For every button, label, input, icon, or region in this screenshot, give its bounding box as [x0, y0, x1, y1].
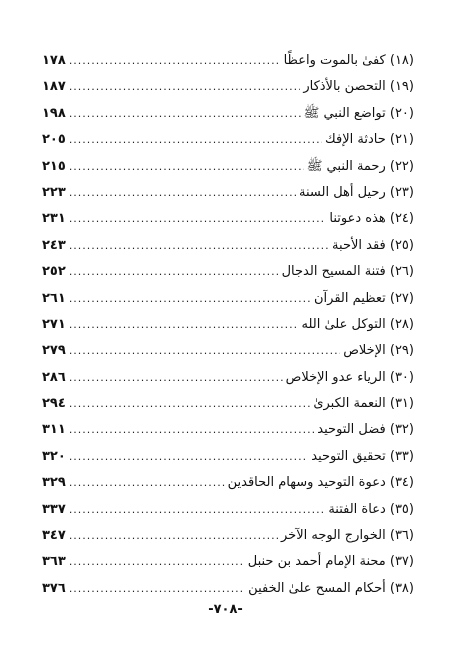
toc-entry-title: (٢٢) رحمة النبي ﷺ [306, 158, 414, 174]
toc-entry-page-number: ٢٦١ [42, 290, 66, 306]
dot-leader [69, 470, 225, 496]
dot-leader [69, 523, 278, 549]
dot-leader [69, 154, 304, 180]
toc-entry-title: (٢٨) التوكل علىٰ الله [301, 316, 414, 332]
toc-entry [42, 365, 414, 391]
toc-entry [42, 470, 414, 496]
toc-entry-title: (٣٥) دعاة الفتنة [328, 501, 414, 517]
toc-entry-title: (٢٩) الإخلاص [343, 343, 414, 359]
toc-entry [42, 338, 414, 364]
toc-entry-title: (٣٠) الرياء عدو الإخلاص [285, 369, 414, 385]
toc-entry-title: (٢٧) تعظيم القرآن [314, 290, 414, 306]
toc-entry-title: (١٨) كفىٰ بالموت واعظًا [283, 53, 414, 68]
toc-entry [42, 206, 414, 232]
toc-entry-page-number: ٣٤٧ [42, 528, 66, 544]
dot-leader [69, 391, 311, 417]
toc-entry [42, 576, 414, 602]
toc-entry-page-number: ٢٥٢ [42, 264, 66, 280]
dot-leader [69, 259, 279, 285]
toc-entry [42, 154, 414, 180]
toc-entry-title: (٣٨) أحكام المسح علىٰ الخفين [248, 580, 414, 596]
toc-entry [42, 417, 414, 443]
dot-leader [69, 206, 327, 232]
toc-entry [42, 101, 414, 127]
toc-entry [42, 48, 414, 74]
toc-entry-title: (٣٢) فضل التوحيد [317, 422, 414, 438]
toc-entry [42, 74, 414, 100]
toc-entry-page-number: ٢٨٦ [42, 369, 66, 385]
toc-entry-page-number: ١٩٨ [42, 105, 66, 121]
dot-leader [69, 497, 326, 523]
dot-leader [69, 549, 245, 575]
toc-entry-page-number: ٢٩٤ [42, 396, 66, 412]
toc-entry-page-number: ٢٤٣ [42, 237, 66, 253]
toc-entry-page-number: ٣٦٣ [42, 554, 66, 570]
toc-entry [42, 233, 414, 259]
dot-leader [69, 444, 308, 470]
toc-entry-title: (٣١) النعمة الكبرىٰ [313, 396, 414, 412]
toc-entry-page-number: ٢١٥ [42, 158, 66, 174]
toc-entry-page-number: ١٨٧ [42, 79, 66, 95]
toc-entry [42, 259, 414, 285]
toc-entry-page-number: ٢٣١ [42, 211, 66, 227]
toc-entry-page-number: ٢٧١ [42, 316, 66, 332]
toc-entry [42, 312, 414, 338]
toc-entry-page-number: ٣٣٧ [42, 501, 66, 517]
dot-leader [69, 48, 281, 74]
dot-leader [69, 576, 245, 602]
dot-leader [69, 365, 283, 391]
toc-entry-page-number: ٣٧٦ [42, 580, 66, 596]
toc-entry [42, 180, 414, 206]
toc-entry [42, 286, 414, 312]
dot-leader [69, 180, 296, 206]
toc-entry-page-number: ٣٢٠ [42, 448, 66, 464]
toc-entry-title: (٢٥) فقد الأحبة [332, 237, 414, 253]
toc-entry-title: (٢٤) هذه دعوتنا [329, 211, 414, 227]
toc-entry-page-number: ٣٢٩ [42, 475, 66, 491]
table-of-contents [42, 48, 414, 602]
dot-leader [69, 74, 301, 100]
toc-entry-title: (٢١) حادثة الإفك [325, 132, 414, 148]
dot-leader [69, 338, 340, 364]
toc-entry-page-number: ٢٧٩ [42, 343, 66, 359]
toc-entry [42, 127, 414, 153]
dot-leader [69, 101, 301, 127]
toc-entry-page-number: ١٧٨ [42, 53, 66, 68]
page-number: -٧٠٨- [208, 602, 243, 617]
toc-entry [42, 391, 414, 417]
toc-entry-title: (٢٦) فتنة المسيح الدجال [281, 264, 414, 280]
toc-entry-page-number: ٣١١ [42, 422, 66, 438]
toc-entry-title: (٣٧) محنة الإمام أحمد بن حنبل [247, 554, 414, 570]
dot-leader [69, 127, 322, 153]
toc-entry-title: (٣٦) الخوارج الوجه الآخر [280, 528, 414, 544]
toc-entry-page-number: ٢٢٣ [42, 184, 66, 200]
toc-entry [42, 549, 414, 575]
toc-entry-title: (٣٣) تحقيق التوحيد [311, 448, 414, 464]
toc-entry-title: (٢٠) تواضع النبي ﷺ [303, 105, 414, 121]
toc-entry-title: (١٩) التحصن بالأذكار [303, 79, 414, 95]
toc-entry [42, 497, 414, 523]
toc-entry-title: (٢٣) رحيل أهل السنة [299, 184, 414, 200]
dot-leader [69, 286, 311, 312]
toc-entry [42, 444, 414, 470]
toc-entry-page-number: ٢٠٥ [42, 132, 66, 148]
dot-leader [69, 312, 299, 338]
toc-entry-title: (٣٤) دعوة التوحيد وسهام الحاقدين [227, 475, 414, 491]
dot-leader [69, 417, 314, 443]
dot-leader [69, 233, 329, 259]
toc-entry [42, 523, 414, 549]
